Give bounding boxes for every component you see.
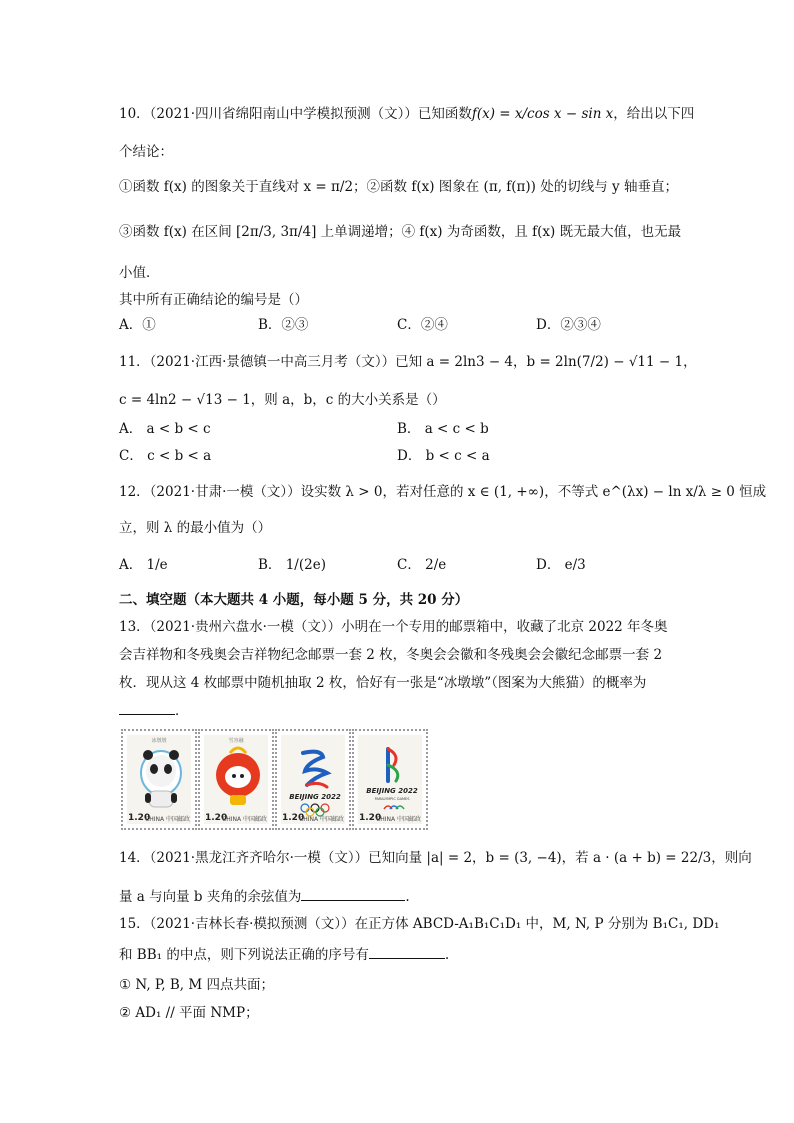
q11-line2: c = 4ln2 − √13 − 1，则 a，b，c 的大小关系是（） [119,392,446,408]
q11-line1: 11．（2021·江西·景德镇一中高三月考（文））已知 a = 2ln3 − 4，b = 2ln(7/2) − √11 − 1， [119,354,697,370]
q11-option-a: A． a < b < c [119,421,211,437]
q10-line3: ①函数 f(x) 的图象关于直线对 x = π/2；②函数 f(x) 图象在 (π, f(π)) 处的切线与 y 轴垂直； [119,179,678,195]
answer-blank [119,700,175,715]
q11-option-c: C． c < b < a [119,448,212,464]
q10-function: f(x) = x/cos x − sin x [471,106,614,122]
q11-option-b: B． a < c < b [397,421,489,437]
q11-option-d: D． b < c < a [397,448,490,464]
svg-text:BEIJING 2022: BEIJING 2022 [289,793,341,801]
stamp-shuey-rhon-rhon: 雪容融 1.20 CHINA 中国邮政 [198,729,274,830]
stamp-set-image [121,729,427,830]
q10-option-a: A．① [119,317,156,333]
q12-line2: 立，则 λ 的最小值为（） [119,520,272,536]
q10-line1: 10．（2021·四川省绵阳南山中学模拟预测（文））已知函数f(x) = x/cos x − sin x，给出以下四 [119,106,695,122]
q13-line1: 13．（2021·贵州六盘水·一模（文））小明在一个专用的邮票箱中，收藏了北京 2022 年冬奥 [119,619,668,635]
q15-line3: ① N, P, B, M 四点共面； [119,977,274,993]
q10-option-c: C．②④ [397,317,448,333]
q12-option-b: B． 1/(2e) [258,557,326,573]
answer-blank [301,886,405,901]
svg-text:PARALYMPIC GAMES: PARALYMPIC GAMES [374,797,410,801]
q12-option-d: D． e/3 [536,557,586,573]
q15-line1: 15．（2021·吉林长春·模拟预测（文））在正方体 ABCD-A₁B₁C₁D₁ 中，M, N, P 分别为 B₁C₁, DD₁ [119,916,720,932]
q13-line4: ． [119,700,694,721]
q10-line5: 小值． [119,265,160,281]
svg-text:BEIJING 2022: BEIJING 2022 [366,787,418,795]
stamp-bing-dwen-dwen: 冰墩墩 1.20 CHINA 中国邮政 [121,729,197,830]
stamp-olympic-emblem: BEIJING 2022 1.20 CHINA 中国邮政 [275,729,351,830]
q10-line4: ③函数 f(x) 在区间 [2π/3, 3π/4] 上单调递增；④ f(x) 为奇函数，且 f(x) 既无最大值，也无最 [119,224,682,240]
stamp-paralympic-emblem: BEIJING 2022 PARALYMPIC GAMES 1.20 CHINA 中国邮政 [352,729,428,830]
section-2-heading: 二、填空题（本大题共 4 小题，每小题 5 分，共 20 分） [119,592,469,608]
answer-blank [369,944,445,959]
q10-line2: 个结论： [119,144,173,160]
q13-line2: 会吉祥物和冬残奥会吉祥物纪念邮票一套 2 枚，冬奥会会徽和冬残奥会会徽纪念邮票一套 2 [119,647,663,663]
q14-line1: 14．（2021·黑龙江齐齐哈尔·一模（文））已知向量 |a| = 2，b = (3, −4)，若 a · (a + b) = 22/3，则向 [119,850,752,866]
q12-option-a: A． 1/e [119,557,168,573]
q12-option-c: C． 2/e [397,557,447,573]
q15-line2: 和 BB₁ 的中点，则下列说法正确的序号有 . [119,944,694,965]
q10-option-d: D．②③④ [536,317,601,333]
q12-line1: 12．（2021·甘肃·一模（文））设实数 λ > 0，若对任意的 x ∈ (1, +∞)，不等式 e^(λx) − ln x/λ ≥ 0 恒成 [119,484,767,500]
q10-option-b: B．②③ [258,317,309,333]
q15-line4: ② AD₁ // 平面 NMP； [119,1005,259,1021]
q14-line2: 量 a 与向量 b 夹角的余弦值为 . [119,886,694,907]
q10-line6: 其中所有正确结论的编号是（） [119,292,308,308]
q13-line3: 枚．现从这 4 枚邮票中随机抽取 2 枚，恰好有一张是“冰墩墩”（图案为大熊猫）的概率为 [119,675,647,691]
